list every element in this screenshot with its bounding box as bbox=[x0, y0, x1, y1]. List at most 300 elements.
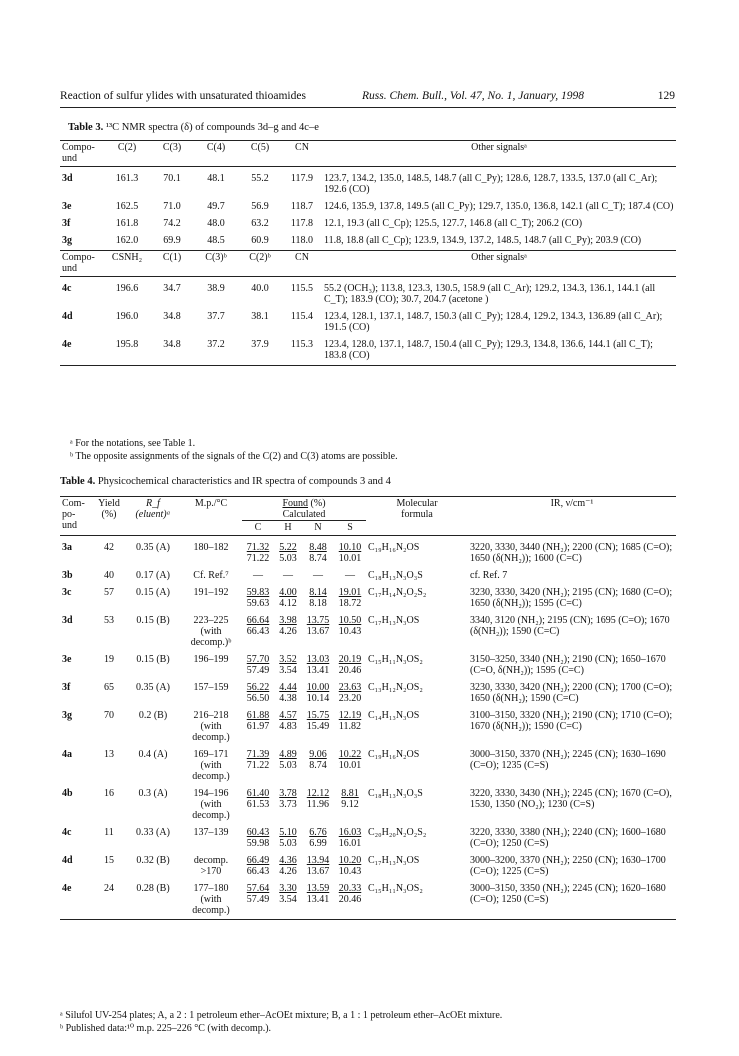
mp-value: 157–159 bbox=[193, 682, 229, 693]
compound-id: 4d bbox=[62, 311, 73, 322]
found-value: 12.19 bbox=[338, 710, 362, 721]
analysis-header bbox=[242, 497, 366, 521]
shift-value: 162.0 bbox=[104, 234, 150, 251]
table3-footnote-b: ᵇ The opposite assignments of the signals of the C(2) and C(3) atoms are possible. bbox=[70, 451, 398, 462]
mp-header: M.p./°C bbox=[180, 497, 242, 534]
table4-row bbox=[60, 704, 676, 743]
found-value: — bbox=[283, 570, 293, 581]
found-value: 8.14 bbox=[309, 587, 327, 598]
calculated-value: 23.20 bbox=[338, 693, 362, 704]
analysis-value bbox=[334, 581, 366, 609]
shift-value: 56.9 bbox=[251, 201, 269, 212]
other-signals: 11.8, 18.8 (all C_Cp); 123.9, 134.9, 137.2, 148.5, 148.7 (all C_Py); 203.9 (CO) bbox=[322, 234, 676, 251]
shift-value: 115.3 bbox=[282, 338, 322, 366]
rf-value: 0.32 (B) bbox=[136, 855, 170, 866]
compound-id: 4c bbox=[62, 283, 72, 294]
formula-value: C₁₅H₁₁N₃OS₂ bbox=[366, 877, 468, 920]
found-value: 10.00 bbox=[306, 682, 330, 693]
table3-b-header-cell: C(2)ᵇ bbox=[238, 251, 282, 277]
found-value: 3.52 bbox=[279, 654, 297, 665]
rf-value: 0.17 (A) bbox=[136, 570, 170, 581]
ir-value: cf. Ref. 7 bbox=[470, 570, 508, 581]
calculated-value: 10.43 bbox=[338, 626, 362, 637]
table4-row bbox=[60, 849, 676, 877]
found-value: 66.64 bbox=[246, 615, 270, 626]
found-value: 6.76 bbox=[309, 827, 327, 838]
table3-b-header-row bbox=[60, 251, 676, 277]
analysis-value bbox=[274, 581, 302, 609]
analysis-value bbox=[334, 782, 366, 821]
shift-value: 195.8 bbox=[104, 338, 150, 366]
calculated-value: 3.73 bbox=[279, 799, 297, 810]
compound-id: 3d bbox=[62, 615, 73, 626]
found-value: 66.49 bbox=[246, 855, 270, 866]
analysis-value bbox=[302, 676, 334, 704]
calculated-value: 9.12 bbox=[341, 799, 359, 810]
compound-id: 3b bbox=[62, 570, 73, 581]
calculated-value: 8.18 bbox=[309, 598, 327, 609]
rf-value: 0.15 (B) bbox=[136, 654, 170, 665]
formula-value: C₁₇H₁₃N₃OS bbox=[368, 615, 420, 626]
table4-row bbox=[60, 676, 676, 704]
calculated-value: 3.54 bbox=[279, 665, 297, 676]
analysis-value bbox=[334, 877, 366, 920]
analysis-value bbox=[302, 648, 334, 676]
formula-value: C₁₅H₁₁N₃OS₂ bbox=[368, 654, 423, 665]
analysis-value bbox=[302, 704, 334, 743]
calculated-value: 13.67 bbox=[306, 866, 330, 877]
other-signals: 123.4, 128.1, 137.1, 148.7, 150.3 (all C_Py); 128.4, 129.2, 134.3, 136.89 (all C_Ar); 191.5 (CO) bbox=[324, 311, 663, 333]
rf-header: R_f (eluent)ᵃ bbox=[126, 497, 180, 534]
calculated-value: 71.22 bbox=[246, 553, 270, 564]
rf-value: 0.28 (B) bbox=[126, 877, 180, 920]
calculated-label: Calculated bbox=[282, 509, 326, 520]
rf-value: 0.33 (A) bbox=[136, 827, 170, 838]
formula-value: C₂₀H₂₀N₂O₂S₂ bbox=[368, 827, 427, 838]
found-value: 13.03 bbox=[306, 654, 330, 665]
shift-value: 38.1 bbox=[251, 311, 269, 322]
mp-value: 216–218 (with decomp.) bbox=[192, 710, 230, 743]
calculated-value: 6.99 bbox=[309, 838, 327, 849]
shift-value: 34.8 bbox=[150, 338, 194, 366]
shift-value: 118.7 bbox=[290, 201, 314, 212]
ir-header: IR, ν/cm⁻¹ bbox=[468, 497, 676, 534]
analysis-value bbox=[274, 564, 302, 581]
table3-row bbox=[60, 338, 676, 366]
analysis-value bbox=[274, 536, 302, 565]
yield-value: 53 bbox=[104, 615, 114, 626]
table4-footnote-b: ᵇ Published data:¹⁰ m.p. 225–226 °C (with decomp.). bbox=[60, 1023, 272, 1034]
calculated-value: 61.53 bbox=[246, 799, 270, 810]
found-value: 23.63 bbox=[338, 682, 362, 693]
compound-id: 3g bbox=[60, 234, 104, 251]
yield-value: 42 bbox=[104, 542, 114, 553]
yield-header: Yield (%) bbox=[92, 497, 126, 534]
table4-footnote-a: ᵃ Silufol UV-254 plates; A, a 2 : 1 petroleum ether–AcOEt mixture; B, a 1 : 1 petroleum ether–AcOEt mixture. bbox=[60, 1010, 503, 1021]
found-value: 57.64 bbox=[246, 883, 270, 894]
found-value: 57.70 bbox=[246, 654, 270, 665]
mp-value: 196–199 bbox=[193, 654, 229, 665]
calculated-value: 3.54 bbox=[279, 894, 297, 905]
analysis-value bbox=[302, 849, 334, 877]
header-title: Reaction of sulfur ylides with unsaturated thioamides bbox=[60, 90, 306, 102]
formula-value: C₁₇H₁₄N₂O₂S₂ bbox=[368, 587, 427, 598]
table4-header-row bbox=[60, 497, 676, 521]
shift-value: 161.3 bbox=[115, 173, 139, 184]
found-value: 13.59 bbox=[306, 883, 330, 894]
mp-value: 169–171 (with decomp.) bbox=[192, 749, 230, 782]
calculated-value: 13.67 bbox=[306, 626, 330, 637]
other-signals: 124.6, 135.9, 137.8, 149.5 (all C_Py); 129.7, 135.0, 136.8, 142.1 (all C_T); 187.4 (CO) bbox=[324, 201, 674, 212]
table3-row bbox=[60, 200, 676, 217]
found-value: — bbox=[345, 570, 355, 581]
table4-row bbox=[60, 609, 676, 648]
ir-value: 3100–3150, 3320 (NH₂); 2190 (CN); 1710 (C=O); 1670 (δ(NH₂)); 1590 (C=C) bbox=[470, 710, 673, 732]
ir-value: 3220, 3330, 3430 (NH₂); 2245 (CN); 1670 (C=O), 1530, 1350 (NO₂); 1230 (C=S) bbox=[470, 788, 672, 810]
ir-value: 3000–3200, 3370 (NH₂); 2250 (CN); 1630–1700 (C=O); 1225 (C=S) bbox=[470, 855, 666, 877]
yield-value: 65 bbox=[104, 682, 114, 693]
mp-value: decomp. >170 bbox=[193, 855, 229, 877]
table3-a-header-cell: C(2) bbox=[104, 141, 150, 167]
table3-label: Table 3. bbox=[68, 122, 104, 133]
ir-value: 3340, 3120 (NH₂); 2195 (CN); 1695 (C=O); 1670 (δ(NH₂)); 1590 (C=C) bbox=[470, 615, 670, 637]
compound-id: 3g bbox=[62, 710, 72, 721]
table3-b-header-cell: C(3)ᵇ bbox=[194, 251, 238, 277]
analysis-value bbox=[334, 743, 366, 782]
formula-value: C₁₈H₁₃N₃O₃S bbox=[368, 788, 423, 799]
calculated-value: 10.43 bbox=[338, 866, 362, 877]
analysis-value bbox=[242, 849, 274, 877]
ir-value: 3230, 3330, 3420 (NH₂); 2200 (CN); 1700 (C=O); 1650 (δ(NH₂); 1590 (C=C) bbox=[470, 682, 673, 704]
calculated-value: 5.03 bbox=[279, 553, 297, 564]
ir-value: 3220, 3330, 3380 (NH₂); 2240 (CN); 1600–1680 (C=O); 1250 (C=S) bbox=[470, 827, 666, 849]
found-value: 15.75 bbox=[306, 710, 330, 721]
analysis-value bbox=[302, 536, 334, 565]
compound-id: 4c bbox=[62, 827, 72, 838]
shift-value: 161.8 bbox=[115, 218, 139, 229]
found-value: 5.10 bbox=[279, 827, 297, 838]
found-value: 19.01 bbox=[338, 587, 362, 598]
yield-value: 57 bbox=[104, 587, 114, 598]
shift-value: 118.0 bbox=[282, 234, 322, 251]
table3-a-header-cell: C(4) bbox=[194, 141, 238, 167]
shift-value: 48.1 bbox=[207, 173, 225, 184]
analysis-value bbox=[242, 581, 274, 609]
formula-value: C₁₃H₁₂N₂OS₂ bbox=[368, 682, 423, 693]
ir-value: 3150–3250, 3340 (NH₂); 2190 (CN); 1650–1670 (C=O, δ(NH₂)); 1595 (C=C) bbox=[470, 654, 666, 676]
table3-caption bbox=[68, 122, 319, 133]
shift-value: 117.9 bbox=[290, 173, 314, 184]
table4-title: Physicochemical characteristics and IR spectra of compounds 3 and 4 bbox=[95, 476, 391, 487]
formula-value: C₁₉H₁₆N₂OS bbox=[368, 542, 420, 553]
analysis-value bbox=[274, 648, 302, 676]
compound-id: 3f bbox=[62, 218, 71, 229]
header-journal: Russ. Chem. Bull., Vol. 47, No. 1, January, 1998 bbox=[362, 90, 585, 102]
found-value: 61.88 bbox=[246, 710, 270, 721]
found-value: 20.33 bbox=[338, 883, 362, 894]
shift-value: 115.5 bbox=[290, 283, 314, 294]
table4-row bbox=[60, 564, 676, 581]
calculated-value: 57.49 bbox=[246, 894, 270, 905]
calculated-value: 59.63 bbox=[246, 598, 270, 609]
table3-title: ¹³C NMR spectra (δ) of compounds 3d–g and 4c–e bbox=[103, 122, 319, 133]
found-value: 13.75 bbox=[306, 615, 330, 626]
rf-value: 0.2 (B) bbox=[138, 710, 168, 721]
shift-value: 162.5 bbox=[115, 201, 139, 212]
calculated-value: 4.12 bbox=[279, 598, 297, 609]
calculated-value: 10.14 bbox=[306, 693, 330, 704]
shift-value: 70.1 bbox=[163, 173, 181, 184]
analysis-value bbox=[334, 609, 366, 648]
calculated-value: 71.22 bbox=[246, 760, 270, 771]
compound-id: 3d bbox=[62, 173, 73, 184]
formula-value: C₁₈H₁₃N₃O₃S bbox=[368, 570, 423, 581]
analysis-value bbox=[242, 743, 274, 782]
calculated-value: 8.74 bbox=[309, 760, 327, 771]
rf-value: 0.35 (A) bbox=[136, 542, 170, 553]
analysis-value bbox=[274, 743, 302, 782]
shift-value: 40.0 bbox=[251, 283, 269, 294]
shift-value: 74.2 bbox=[163, 218, 181, 229]
found-value: 9.06 bbox=[309, 749, 327, 760]
table4-caption bbox=[60, 476, 391, 487]
calculated-value: 4.26 bbox=[279, 866, 297, 877]
shift-value: 48.0 bbox=[207, 218, 225, 229]
found-value: 10.22 bbox=[338, 749, 362, 760]
found-value: 20.19 bbox=[338, 654, 362, 665]
found-value: 3.78 bbox=[279, 788, 297, 799]
yield-value: 11 bbox=[104, 827, 114, 838]
compound-id: 3e bbox=[62, 201, 72, 212]
calculated-value: 10.01 bbox=[338, 760, 362, 771]
yield-value: 24 bbox=[92, 877, 126, 920]
table4-row bbox=[60, 782, 676, 821]
element-header: H bbox=[274, 521, 302, 534]
analysis-value bbox=[274, 877, 302, 920]
mp-value: 137–139 bbox=[193, 827, 229, 838]
shift-value: 115.4 bbox=[290, 311, 314, 322]
shift-value: 48.5 bbox=[194, 234, 238, 251]
analysis-value bbox=[302, 877, 334, 920]
mp-value: 180–182 bbox=[193, 542, 229, 553]
analysis-value bbox=[334, 536, 366, 565]
table4-row bbox=[60, 743, 676, 782]
formula-value: C₁₄H₁₃N₃OS bbox=[368, 710, 420, 721]
analysis-value bbox=[302, 821, 334, 849]
calculated-value: 57.49 bbox=[246, 665, 270, 676]
header-page-number: 129 bbox=[657, 90, 675, 102]
calculated-value: 10.01 bbox=[338, 553, 362, 564]
analysis-value bbox=[274, 782, 302, 821]
mp-value: Cf. Ref.⁷ bbox=[193, 570, 229, 581]
table4-row bbox=[60, 877, 676, 920]
analysis-value bbox=[242, 609, 274, 648]
ir-value: 3000–3150, 3370 (NH₂); 2245 (CN); 1630–1690 (C=O); 1235 (C=S) bbox=[470, 749, 666, 771]
table3-row bbox=[60, 277, 676, 311]
calculated-value: 20.46 bbox=[338, 894, 362, 905]
calculated-value: 11.82 bbox=[338, 721, 362, 732]
shift-value: 71.0 bbox=[163, 201, 181, 212]
analysis-value bbox=[302, 743, 334, 782]
analysis-value bbox=[302, 564, 334, 581]
calculated-value: 8.74 bbox=[309, 553, 327, 564]
found-value: 12.12 bbox=[306, 788, 330, 799]
compound-id: 3a bbox=[62, 542, 72, 553]
table3-row bbox=[60, 310, 676, 338]
found-value: 10.50 bbox=[338, 615, 362, 626]
element-header: S bbox=[334, 521, 366, 534]
found-value: 8.81 bbox=[341, 788, 359, 799]
analysis-value bbox=[334, 704, 366, 743]
ir-value: 3230, 3330, 3420 (NH₂); 2195 (CN); 1680 (C=O); 1650 (δ(NH₂)); 1595 (C=C) bbox=[470, 587, 673, 609]
table4 bbox=[60, 496, 676, 920]
table3-a-header-cell: C(5) bbox=[238, 141, 282, 167]
calculated-value: 59.98 bbox=[246, 838, 270, 849]
table3-b-header-cell: CSNH₂ bbox=[104, 251, 150, 277]
compound-header: Com- po- und bbox=[60, 497, 92, 534]
analysis-value bbox=[242, 536, 274, 565]
table3-row bbox=[60, 217, 676, 234]
running-header bbox=[60, 90, 675, 106]
yield-value: 70 bbox=[104, 710, 114, 721]
analysis-value bbox=[242, 648, 274, 676]
ir-value: 3220, 3330, 3440 (NH₂); 2200 (CN); 1685 (C=O); 1650 (δ(NH₂)); 1600 (C=C) bbox=[470, 542, 673, 564]
calculated-value: 11.96 bbox=[306, 799, 330, 810]
other-signals: 55.2 (OCH₃); 113.8, 123.3, 130.5, 158.9 (all C_Ar); 129.2, 134.3, 136.1, 144.1 (all C_T); 183.9 (CO); 30.7, 204.7 (acetone ) bbox=[324, 283, 656, 305]
found-value: 4.57 bbox=[279, 710, 297, 721]
analysis-value bbox=[242, 877, 274, 920]
shift-value: 117.8 bbox=[290, 218, 314, 229]
table3 bbox=[60, 140, 676, 366]
table3-b-header-cell: CN bbox=[282, 251, 322, 277]
yield-value: 13 bbox=[104, 749, 114, 760]
found-value: 61.40 bbox=[246, 788, 270, 799]
element-header: C bbox=[242, 521, 274, 534]
calculated-value: 61.97 bbox=[246, 721, 270, 732]
found-value: 3.98 bbox=[279, 615, 297, 626]
analysis-value bbox=[274, 821, 302, 849]
analysis-value bbox=[242, 821, 274, 849]
calculated-value: 66.43 bbox=[246, 626, 270, 637]
found-value: — bbox=[313, 570, 323, 581]
table3-a-header-cell: CN bbox=[282, 141, 322, 167]
shift-value: 34.8 bbox=[163, 311, 181, 322]
calculated-value: 15.49 bbox=[306, 721, 330, 732]
yield-value: 16 bbox=[104, 788, 114, 799]
found-value: 10.10 bbox=[338, 542, 362, 553]
analysis-value bbox=[274, 676, 302, 704]
table3-row bbox=[60, 167, 676, 201]
found-value: 56.22 bbox=[246, 682, 270, 693]
analysis-value bbox=[274, 704, 302, 743]
formula-header: Molecular formula bbox=[366, 497, 468, 534]
yield-value: 15 bbox=[104, 855, 114, 866]
calculated-value: 18.72 bbox=[338, 598, 362, 609]
found-label: Found bbox=[282, 498, 309, 509]
table4-row bbox=[60, 536, 676, 565]
compound-id: 4d bbox=[62, 855, 73, 866]
found-value: 4.44 bbox=[279, 682, 297, 693]
table3-a-header-cell: Other signalsᵃ bbox=[322, 141, 676, 167]
table3-a-header-cell: C(3) bbox=[150, 141, 194, 167]
analysis-value bbox=[274, 849, 302, 877]
table4-label: Table 4. bbox=[60, 476, 96, 487]
found-value: 71.39 bbox=[246, 749, 270, 760]
calculated-value: 5.03 bbox=[279, 838, 297, 849]
calculated-value: 5.03 bbox=[279, 760, 297, 771]
other-signals: 123.7, 134.2, 135.0, 148.5, 148.7 (all C_Py); 128.6, 128.7, 133.5, 137.0 (all C_Ar); 192.6 (CO) bbox=[324, 173, 658, 195]
analysis-value bbox=[242, 782, 274, 821]
rf-value: 0.35 (A) bbox=[136, 682, 170, 693]
shift-value: 60.9 bbox=[238, 234, 282, 251]
analysis-value bbox=[334, 676, 366, 704]
table3-row bbox=[60, 234, 676, 251]
found-value: 71.32 bbox=[246, 542, 270, 553]
table3-b-header-cell: Other signalsᵃ bbox=[322, 251, 676, 277]
calculated-value: 16.01 bbox=[338, 838, 362, 849]
analysis-value bbox=[334, 564, 366, 581]
percent-label: (%) bbox=[308, 498, 326, 509]
analysis-value bbox=[302, 609, 334, 648]
shift-value: 38.9 bbox=[207, 283, 225, 294]
rf-value: 0.3 (A) bbox=[138, 788, 168, 799]
compound-id: 3e bbox=[62, 654, 72, 665]
found-value: 4.00 bbox=[279, 587, 297, 598]
analysis-value bbox=[302, 782, 334, 821]
calculated-value: 20.46 bbox=[338, 665, 362, 676]
table3-footnote-a: ᵃ For the notations, see Table 1. bbox=[70, 438, 196, 449]
table3-a-header-row bbox=[60, 141, 676, 167]
table3-b-header-cell: Compo- und bbox=[60, 251, 104, 277]
calculated-value: 66.43 bbox=[246, 866, 270, 877]
compound-id: 3c bbox=[62, 587, 72, 598]
calculated-value: 13.41 bbox=[306, 894, 330, 905]
analysis-value bbox=[242, 564, 274, 581]
found-value: 4.89 bbox=[279, 749, 297, 760]
rf-value: 0.4 (A) bbox=[138, 749, 168, 760]
calculated-value: 13.41 bbox=[306, 665, 330, 676]
calculated-value: 4.83 bbox=[279, 721, 297, 732]
mp-value: 194–196 (with decomp.) bbox=[192, 788, 230, 821]
formula-value: C₁₇H₁₃N₃OS bbox=[368, 855, 420, 866]
found-value: 16.03 bbox=[338, 827, 362, 838]
table3-a-header-cell: Compo- und bbox=[60, 141, 104, 167]
found-value: 8.48 bbox=[309, 542, 327, 553]
shift-value: 63.2 bbox=[251, 218, 269, 229]
analysis-value bbox=[334, 849, 366, 877]
analysis-value bbox=[302, 581, 334, 609]
analysis-value bbox=[334, 648, 366, 676]
calculated-value: 4.38 bbox=[279, 693, 297, 704]
analysis-value bbox=[274, 609, 302, 648]
compound-id: 4b bbox=[62, 788, 73, 799]
mp-value: 191–192 bbox=[193, 587, 229, 598]
found-value: 60.43 bbox=[246, 827, 270, 838]
shift-value: 37.2 bbox=[194, 338, 238, 366]
compound-id: 3f bbox=[62, 682, 71, 693]
other-signals: 123.4, 128.0, 137.1, 148.7, 150.4 (all C_Py); 129.3, 134.8, 136.6, 144.1 (all C_T); 183.8 (CO) bbox=[322, 338, 676, 366]
calculated-value: 56.50 bbox=[246, 693, 270, 704]
shift-value: 55.2 bbox=[251, 173, 269, 184]
found-value: — bbox=[253, 570, 263, 581]
calculated-value: 4.26 bbox=[279, 626, 297, 637]
found-value: 5.22 bbox=[279, 542, 297, 553]
yield-value: 19 bbox=[104, 654, 114, 665]
table3-b-header-cell: C(1) bbox=[150, 251, 194, 277]
rf-value: 0.15 (B) bbox=[136, 615, 170, 626]
shift-value: 49.7 bbox=[207, 201, 225, 212]
shift-value: 34.7 bbox=[163, 283, 181, 294]
